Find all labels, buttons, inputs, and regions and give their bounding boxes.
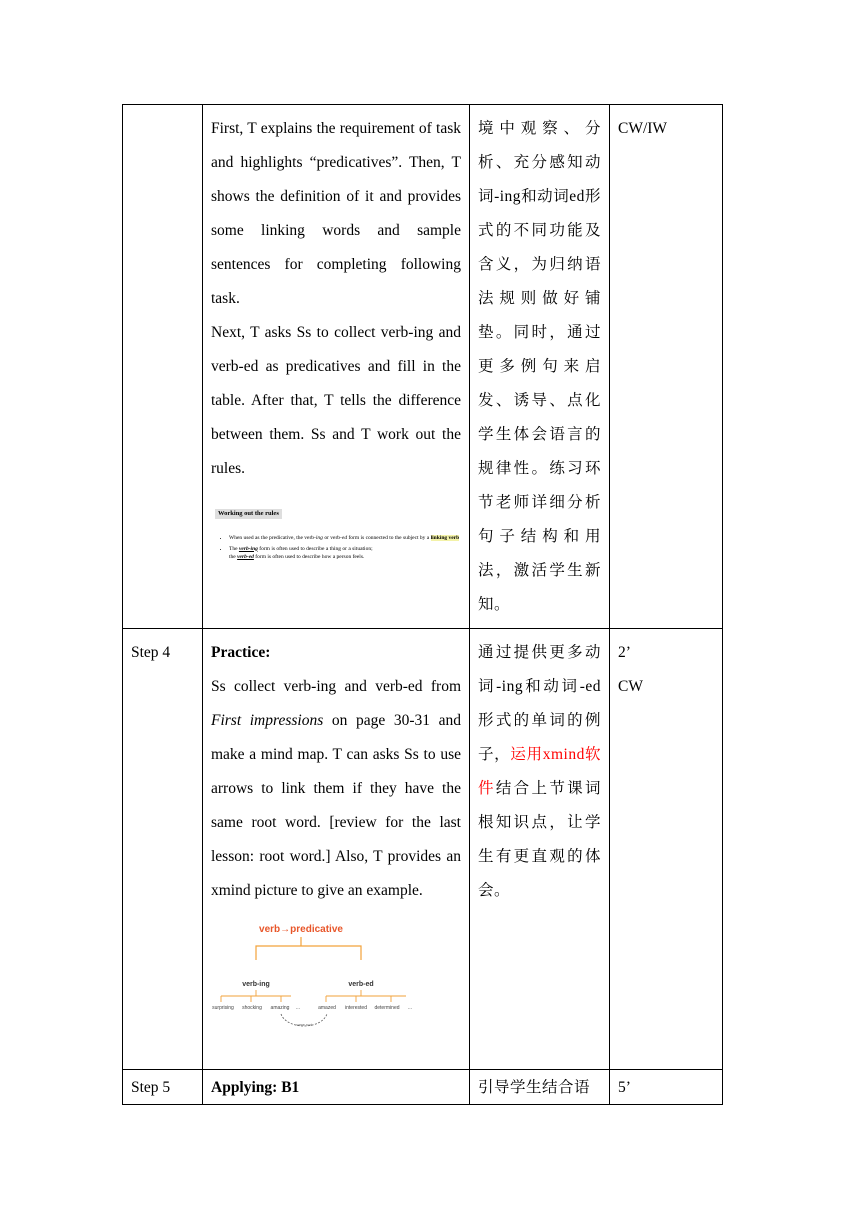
rules-bullet: • The verb-ing form is often used to describe a thing or a situation; the verb-ed form is often used to describe how a person feels. xyxy=(229,545,461,562)
rules-bullet: • When used as the predicative, the verb-ing or verb-ed form is connected to the subject by a linking verb xyxy=(229,534,461,543)
step-cell: Step 4 xyxy=(123,629,203,1070)
table-row xyxy=(123,1070,723,1105)
mind-map-leaf: amazing xyxy=(270,1005,290,1011)
table-row xyxy=(123,629,723,1070)
mind-map xyxy=(211,916,461,1034)
mind-map-leaf: amazed xyxy=(318,1005,336,1011)
highlight-text: 运用xmind软件 xyxy=(478,746,601,797)
activity-paragraph: First, T explains the requirement of task and highlights “predicatives”. Then, T shows the definition of it and provides some linking words and sample sentences for completing following task. xyxy=(211,120,461,307)
mind-map-leaf: determined xyxy=(374,1005,400,1011)
purpose-cell: 境中观察、分析、充分感知动词-ing和动词ed形式的不同功能及含义，为归纳语法规则做好铺垫。同时，通过更多例句来启发、诱导、点化学生体会语言的规律性。练习环节老师详细分析句子结构和用法，激活学生新知。 xyxy=(470,105,610,629)
mind-map-branch xyxy=(256,937,361,960)
time-cell: 2’ CW xyxy=(610,629,723,1070)
lesson-plan-table xyxy=(122,104,723,1105)
mind-map-leaf: surprising xyxy=(212,1005,234,1011)
activity-cell xyxy=(203,629,470,1070)
mind-map-left-node: verb-ing xyxy=(242,981,270,988)
mind-map-right-node: verb-ed xyxy=(348,981,374,988)
activity-paragraph: Ss collect verb-ing and verb-ed from First impressions on page 30-31 and make a mind map. T can asks Ss to use arrows to link them if they have the same root word. [review for the last lesson: root word.] Also, T provides an xmind picture to give an example. xyxy=(211,678,461,899)
activity-heading: Practice: xyxy=(211,644,271,661)
mind-map-leaf: interested xyxy=(345,1005,367,1011)
mind-map-leaf: ... xyxy=(295,1005,301,1011)
rules-figure xyxy=(215,494,461,562)
time-cell: 5’ xyxy=(610,1070,723,1105)
mind-map-leaf: shocking xyxy=(242,1005,262,1011)
mind-map-link-label: same root xyxy=(296,1023,312,1027)
purpose-cell: 引导学生结合语 xyxy=(470,1070,610,1105)
table-row xyxy=(123,105,723,629)
mind-map-leaf: ... xyxy=(407,1005,413,1011)
step-cell: Step 5 xyxy=(123,1070,203,1105)
activity-paragraph: Next, T asks Ss to collect verb-ing and verb-ed as predicatives and fill in the table. After that, T tells the difference between them. Ss and T work out the rules. xyxy=(211,324,461,477)
time-cell: CW/IW xyxy=(610,105,723,629)
activity-cell xyxy=(203,105,470,629)
mind-map-leaf-lines xyxy=(221,990,406,1002)
step-cell xyxy=(123,105,203,629)
mind-map-root: verb→predicative xyxy=(259,924,343,935)
activity-cell: Applying: B1 xyxy=(203,1070,470,1105)
purpose-cell: 通过提供更多动词-ing和动词-ed形式的单词的例子，运用xmind软件结合上节课词根知识点，让学生有更直观的体会。 xyxy=(470,629,610,1070)
rules-figure-title: Working out the rules xyxy=(215,509,282,519)
